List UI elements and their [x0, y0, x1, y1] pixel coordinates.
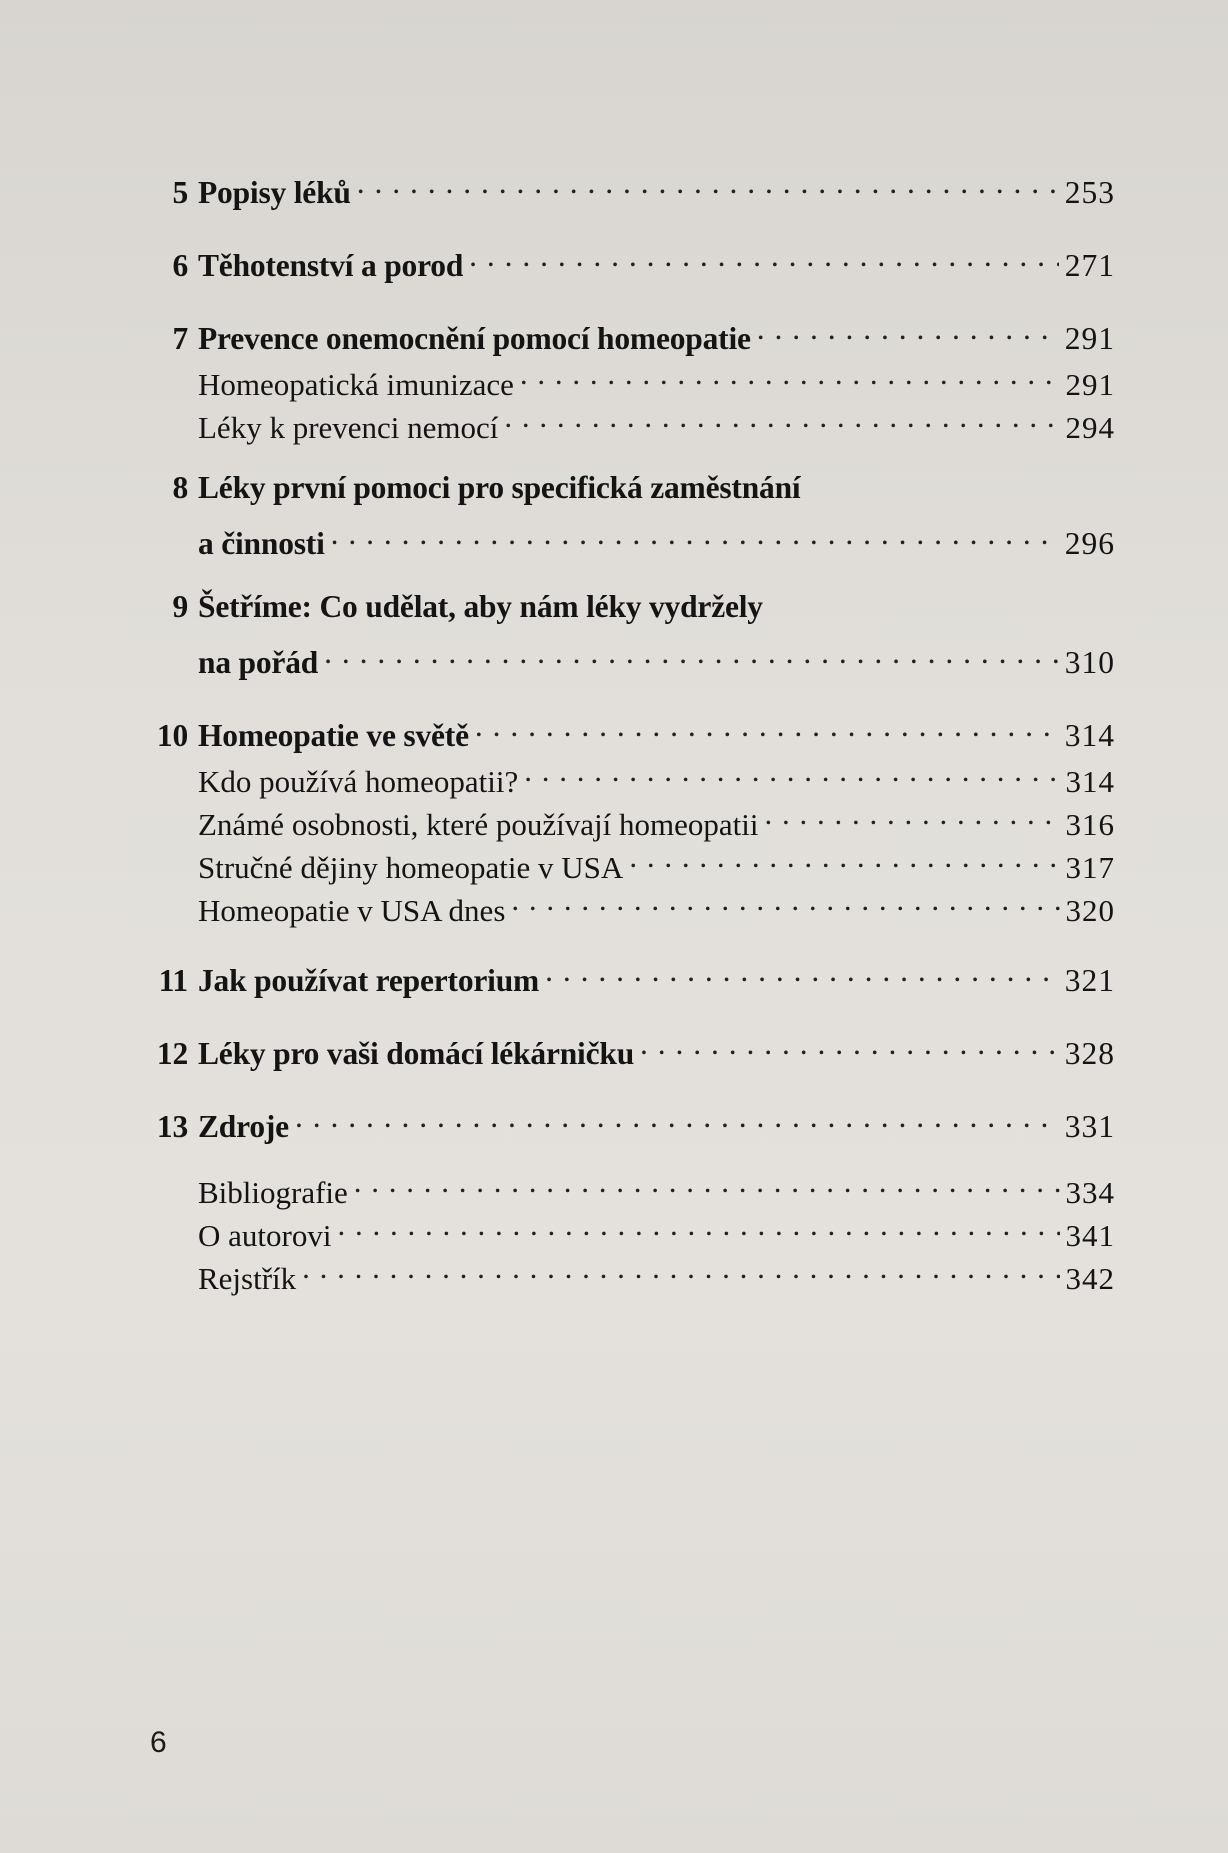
entry-page-number: 253 — [1064, 175, 1115, 210]
dot-leader — [545, 948, 1059, 991]
entry-title: Kdo používá homeopatii? — [198, 764, 519, 799]
entry-page-number: 271 — [1064, 248, 1115, 283]
entry-title: O autorovi — [198, 1218, 332, 1253]
chapter-number: 7 — [172, 321, 188, 356]
dot-leader — [475, 703, 1059, 746]
chapter-number: 6 — [172, 248, 188, 283]
entry-title: Šetříme: Co udělat, aby nám léky vydržely — [198, 589, 763, 624]
dot-leader — [504, 395, 1059, 438]
toc-group — [150, 306, 1115, 445]
chapter-number: 5 — [172, 175, 188, 210]
chapter-number: 11 — [158, 963, 188, 998]
entry-title: Homeopatie ve světě — [198, 718, 469, 753]
entry-title: Známé osobnosti, které používají homeopatii — [198, 807, 759, 842]
dot-leader — [640, 1021, 1059, 1064]
dot-leader — [629, 835, 1059, 878]
toc-group — [150, 233, 1115, 283]
entry-title: Jak používat repertorium — [198, 963, 540, 998]
chapter-number: 10 — [156, 718, 188, 753]
toc-chapter-entry — [150, 465, 1115, 511]
dot-leader — [295, 1094, 1059, 1137]
dot-leader — [354, 1160, 1060, 1203]
dot-leader — [511, 878, 1059, 921]
toc-group — [150, 1094, 1115, 1144]
entry-page-number: 314 — [1065, 764, 1115, 799]
dot-leader — [357, 160, 1059, 203]
entry-title: Léky první pomoci pro specifická zaměstnání — [198, 470, 801, 505]
dot-leader — [469, 233, 1059, 276]
entry-title: Těhotenství a porod — [198, 248, 464, 283]
toc-chapter-entry — [150, 233, 1115, 283]
entry-page-number: 314 — [1064, 718, 1115, 753]
dot-leader — [331, 511, 1059, 554]
toc-group — [150, 948, 1115, 998]
entry-page-number: 342 — [1065, 1261, 1115, 1296]
page-number: 6 — [150, 1726, 167, 1759]
entry-title: Rejstřík — [198, 1261, 297, 1296]
toc-chapter-entry — [150, 511, 1115, 561]
entry-title: na pořád — [198, 645, 319, 680]
entry-title: Léky k prevenci nemocí — [198, 410, 499, 445]
entry-page-number: 341 — [1065, 1218, 1115, 1253]
dot-leader — [324, 630, 1059, 673]
toc-group — [150, 1160, 1115, 1296]
chapter-number: 8 — [172, 470, 188, 505]
toc-chapter-entry — [150, 1094, 1115, 1144]
chapter-number: 9 — [172, 589, 188, 624]
toc-chapter-entry — [150, 306, 1115, 356]
chapter-number: 12 — [156, 1036, 188, 1071]
entry-page-number: 321 — [1064, 963, 1115, 998]
entry-title: Léky pro vaši domácí lékárničku — [198, 1036, 635, 1071]
toc-chapter-entry — [150, 630, 1115, 680]
toc-group — [150, 465, 1115, 561]
dot-leader — [302, 1246, 1059, 1289]
table-of-contents — [150, 160, 1115, 1316]
toc-group — [150, 160, 1115, 210]
entry-page-number: 316 — [1065, 807, 1115, 842]
toc-group — [150, 1021, 1115, 1071]
entry-page-number: 317 — [1065, 850, 1115, 885]
entry-page-number: 334 — [1065, 1175, 1115, 1210]
toc-chapter-entry — [150, 160, 1115, 210]
entry-page-number: 320 — [1065, 893, 1115, 928]
entry-page-number: 296 — [1064, 526, 1115, 561]
dot-leader — [337, 1203, 1059, 1246]
dot-leader — [524, 749, 1059, 792]
entry-title: a činnosti — [198, 526, 325, 561]
entry-page-number: 328 — [1064, 1036, 1115, 1071]
toc-chapter-entry — [150, 584, 1115, 630]
dot-leader — [757, 306, 1059, 349]
dot-leader — [764, 792, 1059, 835]
entry-title: Bibliografie — [198, 1175, 348, 1210]
entry-page-number: 294 — [1065, 410, 1115, 445]
entry-title: Stručné dějiny homeopatie v USA — [198, 850, 624, 885]
entry-title: Prevence onemocnění pomocí homeopatie — [198, 321, 751, 356]
entry-title: Homeopatie v USA dnes — [198, 893, 506, 928]
toc-group — [150, 703, 1115, 928]
toc-chapter-entry — [150, 1021, 1115, 1071]
toc-subentry — [150, 1160, 1115, 1210]
toc-chapter-entry — [150, 948, 1115, 998]
entry-page-number: 291 — [1064, 321, 1115, 356]
entry-title: Popisy léků — [198, 175, 351, 210]
toc-group — [150, 584, 1115, 680]
entry-title: Homeopatická imunizace — [198, 367, 514, 402]
entry-page-number: 331 — [1064, 1109, 1115, 1144]
entry-page-number: 310 — [1064, 645, 1115, 680]
chapter-number: 13 — [156, 1109, 188, 1144]
entry-page-number: 291 — [1065, 367, 1115, 402]
toc-chapter-entry — [150, 703, 1115, 753]
entry-title: Zdroje — [198, 1109, 289, 1144]
dot-leader — [520, 352, 1060, 395]
